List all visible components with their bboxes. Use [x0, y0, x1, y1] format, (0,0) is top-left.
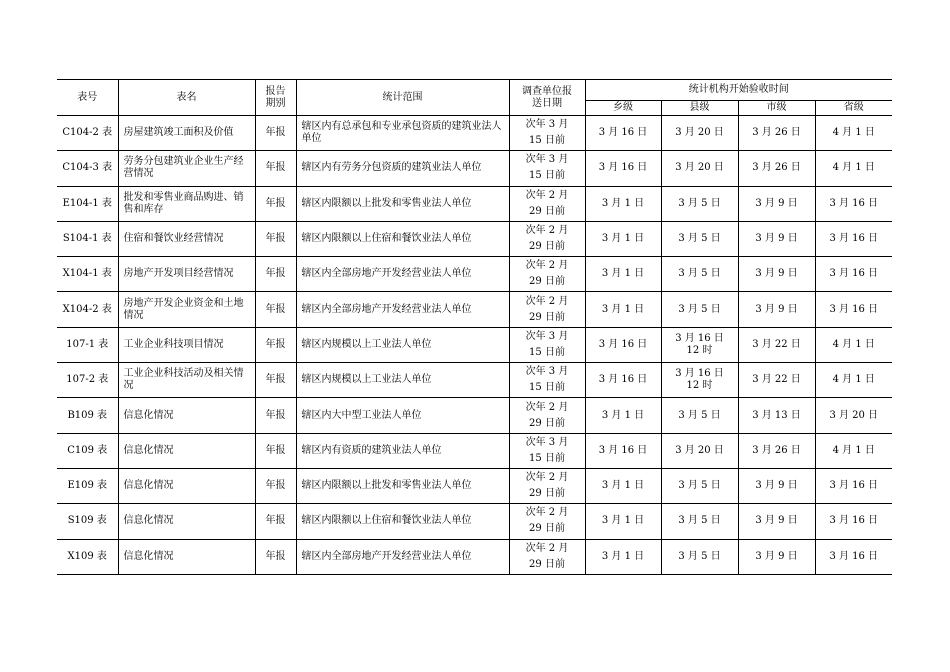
table-row	[57, 186, 892, 221]
cell-name: 批发和零售业商品购进、销售和库存	[118, 186, 255, 221]
cell-town: 3 月 16 日	[585, 116, 661, 151]
cell-deadline	[509, 151, 585, 186]
table-row	[57, 257, 892, 292]
cell-city: 3 月 9 日	[738, 468, 815, 503]
cell-town: 3 月 16 日	[585, 151, 661, 186]
deadline-line-2: 29 日前	[529, 558, 565, 570]
cell-period: 年报	[255, 539, 296, 574]
table-row	[57, 151, 892, 186]
cell-scope: 辖区内有劳务分包资质的建筑业法人单位	[296, 151, 509, 186]
cell-deadline	[509, 363, 585, 398]
cell-period: 年报	[255, 221, 296, 256]
cell-county: 3 月 5 日	[661, 221, 738, 256]
cell-town: 3 月 1 日	[585, 221, 661, 256]
deadline-line-1: 次年 2 月	[525, 472, 569, 484]
cell-scope: 辖区内限额以上批发和零售业法人单位	[296, 186, 509, 221]
cell-name: 信息化情况	[118, 504, 255, 539]
cell-scope: 辖区内规模以上工业法人单位	[296, 327, 509, 362]
cell-deadline	[509, 504, 585, 539]
deadline-line-2: 29 日前	[529, 417, 565, 429]
cell-town: 3 月 1 日	[585, 257, 661, 292]
deadline-line-1: 次年 2 月	[525, 189, 569, 201]
deadline-line-1: 次年 2 月	[525, 260, 569, 272]
deadline-line-1: 次年 2 月	[525, 295, 569, 307]
table-row	[57, 221, 892, 256]
cell-town: 3 月 16 日	[585, 433, 661, 468]
cell-city: 3 月 9 日	[738, 292, 815, 327]
cell-city: 3 月 22 日	[738, 327, 815, 362]
header-code: 表号	[57, 80, 118, 116]
cell-name: 房地产开发企业资金和土地情况	[118, 292, 255, 327]
cell-code: 107-1 表	[57, 327, 118, 362]
cell-deadline	[509, 539, 585, 574]
header-period: 报告期别	[255, 80, 296, 116]
cell-code: X104-1 表	[57, 257, 118, 292]
header-county: 县级	[661, 101, 738, 116]
cell-name: 房屋建筑竣工面积及价值	[118, 116, 255, 151]
header-scope: 统计范围	[296, 80, 509, 116]
deadline-line-2: 15 日前	[529, 346, 565, 358]
cell-county: 3 月 16 日 12 时	[661, 363, 738, 398]
cell-county: 3 月 20 日	[661, 151, 738, 186]
deadline-line-2: 29 日前	[529, 241, 565, 253]
cell-scope: 辖区内全部房地产开发经营业法人单位	[296, 292, 509, 327]
deadline-line-1: 次年 3 月	[525, 119, 569, 131]
cell-county: 3 月 20 日	[661, 433, 738, 468]
cell-name: 信息化情况	[118, 539, 255, 574]
cell-scope: 辖区内有总承包和专业承包资质的建筑业法人单位	[296, 116, 509, 151]
cell-name: 工业企业科技项目情况	[118, 327, 255, 362]
cell-scope: 辖区内有资质的建筑业法人单位	[296, 433, 509, 468]
cell-city: 3 月 13 日	[738, 398, 815, 433]
deadline-line-2: 15 日前	[529, 452, 565, 464]
cell-city: 3 月 9 日	[738, 257, 815, 292]
cell-county: 3 月 16 日 12 时	[661, 327, 738, 362]
cell-scope: 辖区内限额以上住宿和餐饮业法人单位	[296, 221, 509, 256]
cell-code: 107-2 表	[57, 363, 118, 398]
cell-name: 住宿和餐饮业经营情况	[118, 221, 255, 256]
cell-scope: 辖区内全部房地产开发经营业法人单位	[296, 539, 509, 574]
cell-period: 年报	[255, 292, 296, 327]
cell-province: 3 月 16 日	[815, 221, 892, 256]
cell-deadline	[509, 433, 585, 468]
cell-code: S104-1 表	[57, 221, 118, 256]
cell-county: 3 月 20 日	[661, 116, 738, 151]
cell-province: 4 月 1 日	[815, 151, 892, 186]
cell-province: 3 月 16 日	[815, 468, 892, 503]
cell-province: 3 月 16 日	[815, 186, 892, 221]
cell-town: 3 月 1 日	[585, 398, 661, 433]
cell-province: 3 月 16 日	[815, 292, 892, 327]
cell-name: 信息化情况	[118, 433, 255, 468]
table-row	[57, 468, 892, 503]
deadline-line-1: 次年 3 月	[525, 366, 569, 378]
cell-city: 3 月 9 日	[738, 221, 815, 256]
cell-period: 年报	[255, 186, 296, 221]
deadline-line-2: 29 日前	[529, 205, 565, 217]
deadline-line-1: 次年 3 月	[525, 436, 569, 448]
table-row	[57, 433, 892, 468]
statistics-schedule-table	[57, 79, 892, 575]
cell-county: 3 月 5 日	[661, 292, 738, 327]
table-row	[57, 504, 892, 539]
deadline-line-2: 15 日前	[529, 382, 565, 394]
cell-county: 3 月 5 日	[661, 504, 738, 539]
cell-scope: 辖区内大中型工业法人单位	[296, 398, 509, 433]
deadline-line-1: 次年 3 月	[525, 330, 569, 342]
cell-code: E109 表	[57, 468, 118, 503]
cell-town: 3 月 16 日	[585, 327, 661, 362]
header-town: 乡级	[585, 101, 661, 116]
cell-deadline	[509, 221, 585, 256]
table-row	[57, 116, 892, 151]
cell-city: 3 月 26 日	[738, 433, 815, 468]
cell-period: 年报	[255, 116, 296, 151]
cell-code: X109 表	[57, 539, 118, 574]
cell-province: 4 月 1 日	[815, 116, 892, 151]
deadline-line-2: 29 日前	[529, 523, 565, 535]
cell-deadline	[509, 398, 585, 433]
cell-name: 信息化情况	[118, 398, 255, 433]
deadline-line-2: 15 日前	[529, 135, 565, 147]
deadline-line-2: 29 日前	[529, 276, 565, 288]
cell-name: 信息化情况	[118, 468, 255, 503]
cell-period: 年报	[255, 468, 296, 503]
cell-scope: 辖区内限额以上住宿和餐饮业法人单位	[296, 504, 509, 539]
cell-scope: 辖区内规模以上工业法人单位	[296, 363, 509, 398]
deadline-line-2: 29 日前	[529, 488, 565, 500]
cell-period: 年报	[255, 327, 296, 362]
cell-town: 3 月 1 日	[585, 292, 661, 327]
table-row	[57, 539, 892, 574]
cell-period: 年报	[255, 257, 296, 292]
deadline-line-1: 次年 2 月	[525, 507, 569, 519]
deadline-line-2: 15 日前	[529, 170, 565, 182]
cell-deadline	[509, 327, 585, 362]
cell-town: 3 月 1 日	[585, 504, 661, 539]
cell-code: C104-2 表	[57, 116, 118, 151]
cell-name: 工业企业科技活动及相关情况	[118, 363, 255, 398]
cell-province: 3 月 16 日	[815, 504, 892, 539]
header-name: 表名	[118, 80, 255, 116]
cell-city: 3 月 26 日	[738, 116, 815, 151]
cell-county: 3 月 5 日	[661, 257, 738, 292]
cell-name: 劳务分包建筑业企业生产经营情况	[118, 151, 255, 186]
cell-county: 3 月 5 日	[661, 468, 738, 503]
cell-town: 3 月 1 日	[585, 468, 661, 503]
deadline-line-1: 次年 2 月	[525, 401, 569, 413]
cell-scope: 辖区内全部房地产开发经营业法人单位	[296, 257, 509, 292]
cell-city: 3 月 9 日	[738, 186, 815, 221]
cell-deadline	[509, 186, 585, 221]
cell-code: E104-1 表	[57, 186, 118, 221]
cell-province: 3 月 16 日	[815, 257, 892, 292]
cell-county: 3 月 5 日	[661, 186, 738, 221]
deadline-line-1: 次年 2 月	[525, 225, 569, 237]
cell-name: 房地产开发项目经营情况	[118, 257, 255, 292]
cell-scope: 辖区内限额以上批发和零售业法人单位	[296, 468, 509, 503]
cell-code: X104-2 表	[57, 292, 118, 327]
cell-deadline	[509, 292, 585, 327]
deadline-line-2: 29 日前	[529, 311, 565, 323]
cell-county: 3 月 5 日	[661, 539, 738, 574]
table-row	[57, 363, 892, 398]
cell-period: 年报	[255, 363, 296, 398]
cell-county: 3 月 5 日	[661, 398, 738, 433]
cell-city: 3 月 22 日	[738, 363, 815, 398]
cell-province: 4 月 1 日	[815, 363, 892, 398]
cell-deadline	[509, 257, 585, 292]
cell-town: 3 月 1 日	[585, 186, 661, 221]
cell-city: 3 月 26 日	[738, 151, 815, 186]
table-row	[57, 327, 892, 362]
header-city: 市级	[738, 101, 815, 116]
header-province: 省级	[815, 101, 892, 116]
deadline-line-1: 次年 2 月	[525, 542, 569, 554]
cell-deadline	[509, 116, 585, 151]
cell-period: 年报	[255, 504, 296, 539]
cell-province: 3 月 16 日	[815, 539, 892, 574]
cell-city: 3 月 9 日	[738, 539, 815, 574]
cell-town: 3 月 16 日	[585, 363, 661, 398]
table-row	[57, 292, 892, 327]
cell-code: C109 表	[57, 433, 118, 468]
cell-code: C104-3 表	[57, 151, 118, 186]
cell-deadline	[509, 468, 585, 503]
cell-province: 4 月 1 日	[815, 433, 892, 468]
table-row	[57, 398, 892, 433]
cell-code: S109 表	[57, 504, 118, 539]
cell-period: 年报	[255, 398, 296, 433]
header-deadline: 调查单位报送日期	[509, 80, 585, 116]
cell-province: 4 月 1 日	[815, 327, 892, 362]
header-acceptance-group: 统计机构开始验收时间	[585, 80, 892, 101]
cell-city: 3 月 9 日	[738, 504, 815, 539]
deadline-line-1: 次年 3 月	[525, 154, 569, 166]
cell-period: 年报	[255, 433, 296, 468]
cell-period: 年报	[255, 151, 296, 186]
cell-code: B109 表	[57, 398, 118, 433]
cell-town: 3 月 1 日	[585, 539, 661, 574]
cell-province: 3 月 20 日	[815, 398, 892, 433]
